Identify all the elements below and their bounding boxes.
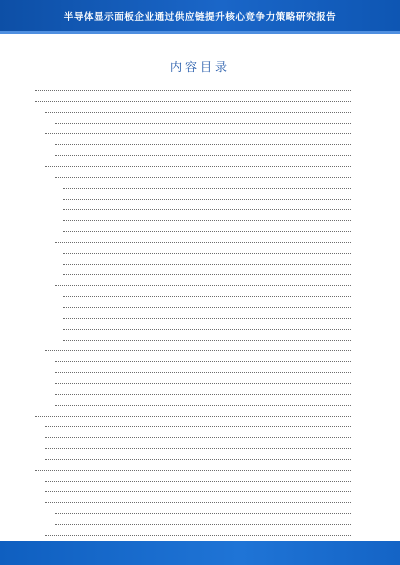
toc-entry[interactable] bbox=[44, 346, 352, 352]
toc-dot-leader bbox=[63, 318, 351, 319]
toc-entry[interactable] bbox=[54, 151, 352, 157]
toc-dot-leader bbox=[55, 123, 351, 124]
document-footer-banner bbox=[0, 541, 400, 565]
toc-dot-leader bbox=[55, 285, 351, 286]
toc-entry[interactable] bbox=[54, 281, 352, 287]
toc-entry[interactable] bbox=[62, 260, 352, 266]
toc-dot-leader bbox=[63, 264, 351, 265]
toc-dot-leader bbox=[35, 90, 351, 91]
toc-entry[interactable] bbox=[44, 498, 352, 504]
toc-entry[interactable] bbox=[34, 466, 352, 472]
toc-entry[interactable] bbox=[62, 216, 352, 222]
toc-dot-leader bbox=[35, 470, 351, 471]
toc-dot-leader bbox=[63, 199, 351, 200]
toc-entry[interactable] bbox=[62, 227, 352, 233]
toc-dot-leader bbox=[55, 144, 351, 145]
toc-dot-leader bbox=[63, 274, 351, 275]
toc-entry[interactable] bbox=[54, 401, 352, 407]
toc-entry[interactable] bbox=[62, 292, 352, 298]
toc-dot-leader bbox=[63, 209, 351, 210]
toc-dot-leader bbox=[55, 155, 351, 156]
toc-entry[interactable] bbox=[54, 379, 352, 385]
toc-dot-leader bbox=[45, 448, 351, 449]
toc-entry[interactable] bbox=[54, 140, 352, 146]
toc-entry[interactable] bbox=[54, 520, 352, 526]
toc-dot-leader bbox=[45, 166, 351, 167]
toc-entry[interactable] bbox=[44, 444, 352, 450]
toc-entry[interactable] bbox=[62, 249, 352, 255]
toc-dot-leader bbox=[55, 361, 351, 362]
toc-entry[interactable] bbox=[62, 314, 352, 320]
toc-entry[interactable] bbox=[62, 325, 352, 331]
toc-entry[interactable] bbox=[62, 184, 352, 190]
toc-dot-leader bbox=[55, 405, 351, 406]
toc-dot-leader bbox=[63, 231, 351, 232]
toc-entry[interactable] bbox=[62, 303, 352, 309]
toc-dot-leader bbox=[63, 220, 351, 221]
toc-dot-leader bbox=[45, 502, 351, 503]
toc-dot-leader bbox=[35, 416, 351, 417]
document-header-banner bbox=[0, 0, 400, 34]
toc-entry[interactable] bbox=[62, 195, 352, 201]
toc-dot-leader bbox=[55, 394, 351, 395]
toc-dot-leader bbox=[55, 242, 351, 243]
toc-entry[interactable] bbox=[44, 129, 352, 135]
toc-dot-leader bbox=[55, 372, 351, 373]
toc-entry[interactable] bbox=[54, 173, 352, 179]
toc-dot-leader bbox=[45, 426, 351, 427]
toc-dot-leader bbox=[45, 133, 351, 134]
toc-entry[interactable] bbox=[54, 238, 352, 244]
document-title: 半导体显示面板企业通过供应链提升核心竞争力策略研究报告 bbox=[63, 12, 337, 23]
toc-entry[interactable] bbox=[44, 455, 352, 461]
toc-heading: 内容目录 bbox=[169, 60, 230, 74]
toc-entry[interactable] bbox=[34, 97, 352, 103]
toc-entry[interactable] bbox=[34, 412, 352, 418]
toc-entry[interactable] bbox=[62, 336, 352, 342]
toc-dot-leader bbox=[45, 350, 351, 351]
toc-entry[interactable] bbox=[34, 86, 352, 92]
toc-dot-leader bbox=[45, 459, 351, 460]
toc-dot-leader bbox=[45, 535, 351, 536]
toc-dot-leader bbox=[45, 481, 351, 482]
toc-entry[interactable] bbox=[54, 368, 352, 374]
toc-entry[interactable] bbox=[54, 390, 352, 396]
toc-dot-leader bbox=[63, 188, 351, 189]
toc-dot-leader bbox=[63, 296, 351, 297]
toc-entry[interactable] bbox=[44, 422, 352, 428]
toc-entry[interactable] bbox=[44, 108, 352, 114]
toc-dot-leader bbox=[55, 383, 351, 384]
toc-dot-leader bbox=[63, 253, 351, 254]
toc-dot-leader bbox=[45, 112, 351, 113]
toc-dot-leader bbox=[55, 524, 351, 525]
toc-entry[interactable] bbox=[44, 433, 352, 439]
toc-entry[interactable] bbox=[44, 531, 352, 537]
toc-entry[interactable] bbox=[44, 487, 352, 493]
toc-entry[interactable] bbox=[62, 270, 352, 276]
toc-dot-leader bbox=[45, 437, 351, 438]
header-accent-band bbox=[0, 31, 400, 34]
toc-dot-leader bbox=[63, 329, 351, 330]
toc-entry[interactable] bbox=[54, 509, 352, 515]
toc-entry[interactable] bbox=[44, 162, 352, 168]
toc-entry[interactable] bbox=[44, 477, 352, 483]
toc-entry[interactable] bbox=[54, 119, 352, 125]
toc-entry[interactable] bbox=[54, 357, 352, 363]
toc-dot-leader bbox=[35, 101, 351, 102]
toc-entry[interactable] bbox=[62, 205, 352, 211]
toc-dot-leader bbox=[63, 340, 351, 341]
toc-dot-leader bbox=[55, 513, 351, 514]
toc-dot-leader bbox=[63, 307, 351, 308]
toc-dot-leader bbox=[55, 177, 351, 178]
toc-dot-leader bbox=[45, 491, 351, 492]
table-of-contents bbox=[34, 86, 352, 541]
